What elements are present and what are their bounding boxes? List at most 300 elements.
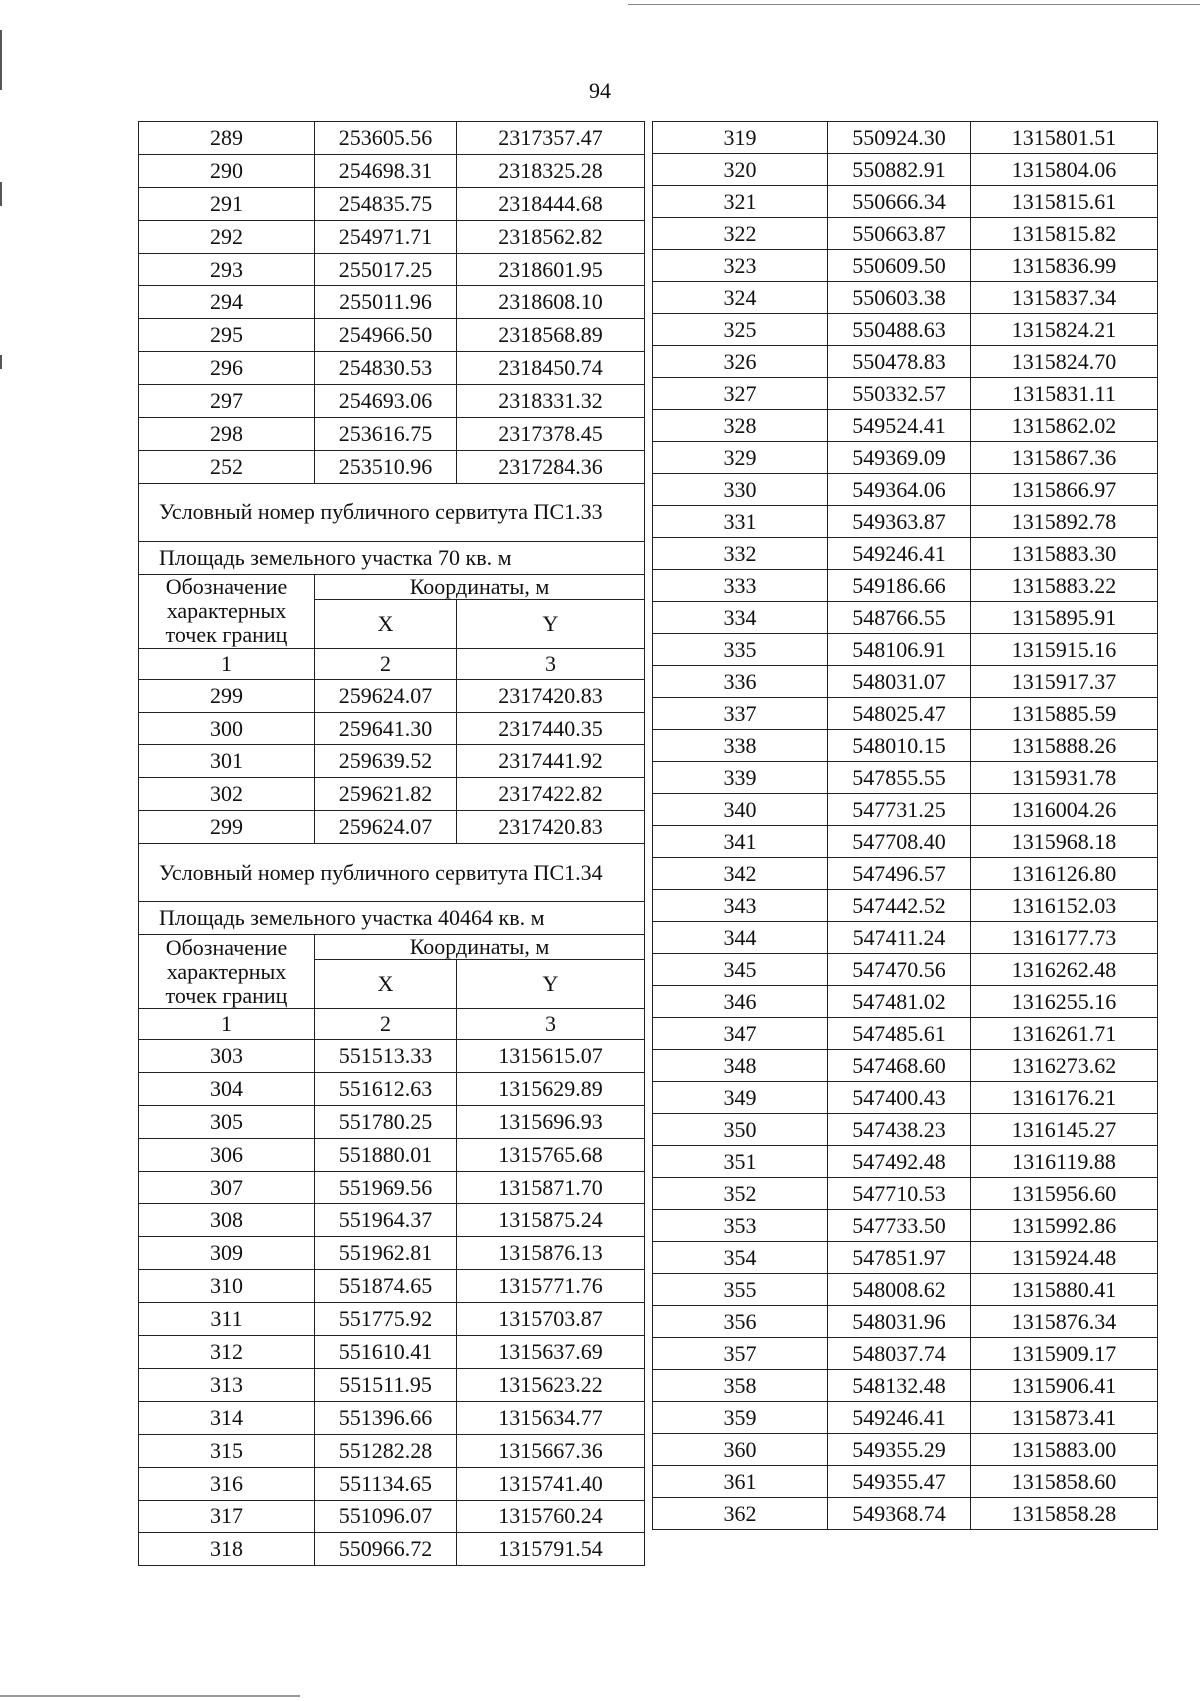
y-coordinate-cell: 2317441.92 [457, 745, 645, 778]
x-coordinate-cell: 551096.07 [315, 1500, 457, 1533]
point-number-cell: 356 [653, 1306, 828, 1338]
x-coordinate-cell: 254693.06 [315, 385, 457, 418]
point-number-cell: 360 [653, 1434, 828, 1466]
y-coordinate-cell: 2318331.32 [457, 385, 645, 418]
x-coordinate-cell: 550603.38 [828, 282, 971, 314]
x-coordinate-cell: 547438.23 [828, 1114, 971, 1146]
point-number-cell: 326 [653, 346, 828, 378]
x-coordinate-cell: 551962.81 [315, 1237, 457, 1270]
servitude-number-label: Условный номер публичного сервитута ПС1.34 [139, 844, 645, 902]
x-coordinate-cell: 551612.63 [315, 1072, 457, 1105]
column-numbers-row [139, 1009, 645, 1040]
y-coordinate-cell: 1315968.18 [971, 826, 1158, 858]
table-row [653, 282, 1158, 314]
point-number-cell: 362 [653, 1498, 828, 1530]
y-coordinate-cell: 1315871.70 [457, 1171, 645, 1204]
table-row [139, 1270, 645, 1303]
x-coordinate-cell: 550609.50 [828, 250, 971, 282]
x-coordinate-cell: 549524.41 [828, 410, 971, 442]
table-row [653, 1178, 1158, 1210]
point-number-cell: 297 [139, 385, 315, 418]
x-coordinate-cell: 547855.55 [828, 762, 971, 794]
y-coordinate-cell: 1315892.78 [971, 506, 1158, 538]
column-numbers-row [139, 648, 645, 679]
y-coordinate-cell: 1315824.21 [971, 314, 1158, 346]
x-coordinate-cell: 549363.87 [828, 506, 971, 538]
y-coordinate-cell: 2318601.95 [457, 253, 645, 286]
y-coordinate-cell: 1315883.22 [971, 570, 1158, 602]
y-coordinate-cell: 2317284.36 [457, 450, 645, 483]
y-coordinate-cell: 1316145.27 [971, 1114, 1158, 1146]
y-coordinate-cell: 1315836.99 [971, 250, 1158, 282]
table-row [653, 698, 1158, 730]
point-number-cell: 252 [139, 450, 315, 483]
table-row [653, 1082, 1158, 1114]
point-number-cell: 334 [653, 602, 828, 634]
x-coordinate-cell: 550663.87 [828, 218, 971, 250]
point-number-cell: 322 [653, 218, 828, 250]
coordinates-header: Координаты, м [315, 574, 645, 599]
point-number-cell: 354 [653, 1242, 828, 1274]
x-coordinate-cell: 548031.07 [828, 666, 971, 698]
point-number-cell: 351 [653, 1146, 828, 1178]
table-row [653, 154, 1158, 186]
y-coordinate-cell: 1315895.91 [971, 602, 1158, 634]
y-coordinate-cell: 1316262.48 [971, 954, 1158, 986]
point-number-cell: 307 [139, 1171, 315, 1204]
point-number-cell: 336 [653, 666, 828, 698]
y-coordinate-cell: 2317422.82 [457, 778, 645, 811]
y-coordinate-cell: 1315924.48 [971, 1242, 1158, 1274]
point-number-cell: 301 [139, 745, 315, 778]
y-coordinate-cell: 1315703.87 [457, 1303, 645, 1336]
y-coordinate-cell: 1316255.16 [971, 986, 1158, 1018]
y-coordinate-cell: 1316177.73 [971, 922, 1158, 954]
y-coordinate-cell: 2317378.45 [457, 418, 645, 451]
y-coordinate-cell: 1315667.36 [457, 1434, 645, 1467]
point-number-cell: 302 [139, 778, 315, 811]
table-row [653, 1498, 1158, 1530]
table-row [139, 778, 645, 811]
x-coordinate-cell: 253510.96 [315, 450, 457, 483]
x-coordinate-cell: 551880.01 [315, 1138, 457, 1171]
table-row [653, 218, 1158, 250]
y-coordinate-cell: 1315815.61 [971, 186, 1158, 218]
table-row [653, 186, 1158, 218]
point-number-cell: 344 [653, 922, 828, 954]
table-row [653, 986, 1158, 1018]
y-coordinate-cell: 1315804.06 [971, 154, 1158, 186]
y-coordinate-cell: 1315888.26 [971, 730, 1158, 762]
table-row [653, 1050, 1158, 1082]
table-header-row [139, 574, 645, 599]
table-row [139, 450, 645, 483]
x-coordinate-cell: 550488.63 [828, 314, 971, 346]
x-coordinate-cell: 551396.66 [315, 1401, 457, 1434]
point-number-cell: 335 [653, 634, 828, 666]
y-coordinate-cell: 1315623.22 [457, 1368, 645, 1401]
point-number-cell: 345 [653, 954, 828, 986]
point-number-cell: 357 [653, 1338, 828, 1370]
point-number-cell: 353 [653, 1210, 828, 1242]
x-coordinate-cell: 551134.65 [315, 1467, 457, 1500]
table-row [139, 1533, 645, 1566]
y-coordinate-cell: 1315875.24 [457, 1204, 645, 1237]
page-number: 94 [589, 78, 611, 103]
x-coordinate-cell: 254966.50 [315, 319, 457, 352]
x-coordinate-cell: 259621.82 [315, 778, 457, 811]
y-coordinate-cell: 1315824.70 [971, 346, 1158, 378]
point-number-cell: 343 [653, 890, 828, 922]
point-number-cell: 305 [139, 1105, 315, 1138]
point-number-cell: 324 [653, 282, 828, 314]
point-number-cell: 299 [139, 679, 315, 712]
point-number-cell: 337 [653, 698, 828, 730]
table-row [653, 762, 1158, 794]
table-row [139, 1105, 645, 1138]
table-row [139, 1040, 645, 1073]
x-coordinate-cell: 254830.53 [315, 352, 457, 385]
y-coordinate-cell: 1315741.40 [457, 1467, 645, 1500]
point-number-cell: 317 [139, 1500, 315, 1533]
scan-edge-line [0, 1695, 300, 1697]
x-coordinate-cell: 547470.56 [828, 954, 971, 986]
y-coordinate-cell: 1315637.69 [457, 1336, 645, 1369]
table-row [653, 890, 1158, 922]
y-coordinate-cell: 1316273.62 [971, 1050, 1158, 1082]
x-coordinate-cell: 549246.41 [828, 538, 971, 570]
table-row [653, 506, 1158, 538]
table-row [139, 418, 645, 451]
section-area-row [139, 541, 645, 574]
x-coordinate-cell: 259641.30 [315, 712, 457, 745]
x-coordinate-cell: 550666.34 [828, 186, 971, 218]
y-coordinate-cell: 1315791.54 [457, 1533, 645, 1566]
column-number-cell: 2 [315, 648, 457, 679]
point-number-cell: 339 [653, 762, 828, 794]
y-coordinate-cell: 1315615.07 [457, 1040, 645, 1073]
point-number-cell: 355 [653, 1274, 828, 1306]
point-number-cell: 340 [653, 794, 828, 826]
table-row [653, 1146, 1158, 1178]
y-coordinate-cell: 1315866.97 [971, 474, 1158, 506]
table-row [653, 1466, 1158, 1498]
table-row [653, 570, 1158, 602]
table-row [139, 745, 645, 778]
point-number-cell: 291 [139, 187, 315, 220]
table-row [653, 1370, 1158, 1402]
y-coordinate-cell: 1315815.82 [971, 218, 1158, 250]
y-coordinate-cell: 2318608.10 [457, 286, 645, 319]
table-row [139, 712, 645, 745]
table-row [139, 253, 645, 286]
table-row [139, 1368, 645, 1401]
point-number-cell: 290 [139, 154, 315, 187]
table-row [139, 1171, 645, 1204]
x-coordinate-cell: 259624.07 [315, 811, 457, 844]
x-coordinate-cell: 548766.55 [828, 602, 971, 634]
table-row [139, 352, 645, 385]
table-row [653, 1274, 1158, 1306]
y-coordinate-cell: 1315634.77 [457, 1401, 645, 1434]
table-row [653, 1434, 1158, 1466]
table-row [139, 1467, 645, 1500]
x-coordinate-cell: 548025.47 [828, 698, 971, 730]
x-coordinate-cell: 547851.97 [828, 1242, 971, 1274]
point-number-cell: 342 [653, 858, 828, 890]
table-row [653, 1242, 1158, 1274]
x-coordinate-cell: 547731.25 [828, 794, 971, 826]
y-coordinate-cell: 1316004.26 [971, 794, 1158, 826]
point-number-cell: 347 [653, 1018, 828, 1050]
point-number-cell: 328 [653, 410, 828, 442]
point-number-cell: 294 [139, 286, 315, 319]
point-number-cell: 341 [653, 826, 828, 858]
y-header: Y [457, 599, 645, 648]
y-coordinate-cell: 1315873.41 [971, 1402, 1158, 1434]
x-coordinate-cell: 548010.15 [828, 730, 971, 762]
x-coordinate-cell: 551511.95 [315, 1368, 457, 1401]
y-coordinate-cell: 1315909.17 [971, 1338, 1158, 1370]
table-row [653, 378, 1158, 410]
x-coordinate-cell: 547708.40 [828, 826, 971, 858]
x-coordinate-cell: 551513.33 [315, 1040, 457, 1073]
table-row [653, 858, 1158, 890]
land-area-label: Площадь земельного участка 70 кв. м [139, 541, 645, 574]
x-header: X [315, 960, 457, 1009]
x-coordinate-cell: 548031.96 [828, 1306, 971, 1338]
point-number-cell: 289 [139, 122, 315, 155]
y-coordinate-cell: 1315760.24 [457, 1500, 645, 1533]
x-coordinate-cell: 551780.25 [315, 1105, 457, 1138]
y-coordinate-cell: 1315880.41 [971, 1274, 1158, 1306]
table-row [653, 538, 1158, 570]
table-row [139, 1072, 645, 1105]
x-coordinate-cell: 550332.57 [828, 378, 971, 410]
table-row [139, 1237, 645, 1270]
x-coordinate-cell: 547411.24 [828, 922, 971, 954]
x-coordinate-cell: 253616.75 [315, 418, 457, 451]
point-number-cell: 316 [139, 1467, 315, 1500]
table-row [139, 122, 645, 155]
table-row [139, 286, 645, 319]
y-coordinate-cell: 2318450.74 [457, 352, 645, 385]
point-number-cell: 300 [139, 712, 315, 745]
y-header: Y [457, 960, 645, 1009]
point-number-cell: 333 [653, 570, 828, 602]
table-row [653, 250, 1158, 282]
designation-header: Обозначение характерных точек границ [139, 935, 315, 1009]
x-coordinate-cell: 259639.52 [315, 745, 457, 778]
x-coordinate-cell: 547485.61 [828, 1018, 971, 1050]
x-coordinate-cell: 549246.41 [828, 1402, 971, 1434]
table-row [653, 602, 1158, 634]
point-number-cell: 359 [653, 1402, 828, 1434]
y-coordinate-cell: 1315906.41 [971, 1370, 1158, 1402]
x-coordinate-cell: 254971.71 [315, 220, 457, 253]
table-row [139, 187, 645, 220]
table-header-row [139, 935, 645, 960]
x-coordinate-cell: 547496.57 [828, 858, 971, 890]
coordinates-table-left [138, 121, 645, 1566]
y-coordinate-cell: 1315917.37 [971, 666, 1158, 698]
table-row [653, 410, 1158, 442]
x-coordinate-cell: 549368.74 [828, 1498, 971, 1530]
x-coordinate-cell: 550966.72 [315, 1533, 457, 1566]
x-coordinate-cell: 549186.66 [828, 570, 971, 602]
point-number-cell: 331 [653, 506, 828, 538]
point-number-cell: 320 [653, 154, 828, 186]
point-number-cell: 299 [139, 811, 315, 844]
y-coordinate-cell: 1315885.59 [971, 698, 1158, 730]
y-coordinate-cell: 1315876.13 [457, 1237, 645, 1270]
y-coordinate-cell: 1315629.89 [457, 1072, 645, 1105]
y-coordinate-cell: 1315992.86 [971, 1210, 1158, 1242]
point-number-cell: 312 [139, 1336, 315, 1369]
point-number-cell: 309 [139, 1237, 315, 1270]
point-number-cell: 306 [139, 1138, 315, 1171]
table-row [139, 811, 645, 844]
y-coordinate-cell: 1315858.28 [971, 1498, 1158, 1530]
point-number-cell: 298 [139, 418, 315, 451]
y-coordinate-cell: 2318325.28 [457, 154, 645, 187]
point-number-cell: 296 [139, 352, 315, 385]
y-coordinate-cell: 1315883.00 [971, 1434, 1158, 1466]
x-coordinate-cell: 547400.43 [828, 1082, 971, 1114]
table-row [653, 474, 1158, 506]
x-coordinate-cell: 253605.56 [315, 122, 457, 155]
column-number-cell: 2 [315, 1009, 457, 1040]
table-row [653, 666, 1158, 698]
table-row [653, 122, 1158, 154]
table-row [653, 794, 1158, 826]
y-coordinate-cell: 1315867.36 [971, 442, 1158, 474]
table-row [139, 1336, 645, 1369]
table-row [139, 1138, 645, 1171]
x-coordinate-cell: 549355.47 [828, 1466, 971, 1498]
table-row [653, 346, 1158, 378]
point-number-cell: 349 [653, 1082, 828, 1114]
y-coordinate-cell: 1315956.60 [971, 1178, 1158, 1210]
x-coordinate-cell: 547710.53 [828, 1178, 971, 1210]
point-number-cell: 321 [653, 186, 828, 218]
point-number-cell: 318 [139, 1533, 315, 1566]
y-coordinate-cell: 1315771.76 [457, 1270, 645, 1303]
x-coordinate-cell: 259624.07 [315, 679, 457, 712]
x-coordinate-cell: 548008.62 [828, 1274, 971, 1306]
y-coordinate-cell: 1315696.93 [457, 1105, 645, 1138]
y-coordinate-cell: 1316176.21 [971, 1082, 1158, 1114]
x-coordinate-cell: 547733.50 [828, 1210, 971, 1242]
x-coordinate-cell: 550924.30 [828, 122, 971, 154]
scan-margin-mark [0, 355, 2, 369]
y-coordinate-cell: 1315883.30 [971, 538, 1158, 570]
table-row [139, 1303, 645, 1336]
point-number-cell: 308 [139, 1204, 315, 1237]
y-coordinate-cell: 1315915.16 [971, 634, 1158, 666]
x-coordinate-cell: 551282.28 [315, 1434, 457, 1467]
scan-edge-line [628, 4, 1200, 5]
coordinates-table-right [652, 121, 1158, 1530]
y-coordinate-cell: 1315765.68 [457, 1138, 645, 1171]
column-number-cell: 3 [457, 1009, 645, 1040]
table-row [653, 954, 1158, 986]
table-row [653, 1210, 1158, 1242]
point-number-cell: 338 [653, 730, 828, 762]
y-coordinate-cell: 1315831.11 [971, 378, 1158, 410]
point-number-cell: 325 [653, 314, 828, 346]
y-coordinate-cell: 1316119.88 [971, 1146, 1158, 1178]
point-number-cell: 348 [653, 1050, 828, 1082]
x-coordinate-cell: 547481.02 [828, 986, 971, 1018]
table-row [139, 319, 645, 352]
point-number-cell: 293 [139, 253, 315, 286]
y-coordinate-cell: 1315862.02 [971, 410, 1158, 442]
x-coordinate-cell: 549355.29 [828, 1434, 971, 1466]
coordinates-header: Координаты, м [315, 935, 645, 960]
y-coordinate-cell: 1316152.03 [971, 890, 1158, 922]
y-coordinate-cell: 1315837.34 [971, 282, 1158, 314]
x-coordinate-cell: 551610.41 [315, 1336, 457, 1369]
table-row [139, 1401, 645, 1434]
point-number-cell: 329 [653, 442, 828, 474]
section-title-row [139, 483, 645, 541]
y-coordinate-cell: 1316126.80 [971, 858, 1158, 890]
y-coordinate-cell: 2317420.83 [457, 811, 645, 844]
point-number-cell: 361 [653, 1466, 828, 1498]
point-number-cell: 346 [653, 986, 828, 1018]
scan-margin-mark [0, 182, 2, 206]
column-number-cell: 3 [457, 648, 645, 679]
table-row [139, 154, 645, 187]
x-coordinate-cell: 548106.91 [828, 634, 971, 666]
y-coordinate-cell: 1316261.71 [971, 1018, 1158, 1050]
table-row [653, 1018, 1158, 1050]
point-number-cell: 358 [653, 1370, 828, 1402]
y-coordinate-cell: 1315931.78 [971, 762, 1158, 794]
table-row [139, 1500, 645, 1533]
point-number-cell: 292 [139, 220, 315, 253]
y-coordinate-cell: 1315858.60 [971, 1466, 1158, 1498]
point-number-cell: 330 [653, 474, 828, 506]
y-coordinate-cell: 1315801.51 [971, 122, 1158, 154]
point-number-cell: 314 [139, 1401, 315, 1434]
x-coordinate-cell: 547492.48 [828, 1146, 971, 1178]
servitude-number-label: Условный номер публичного сервитута ПС1.33 [139, 483, 645, 541]
point-number-cell: 352 [653, 1178, 828, 1210]
point-number-cell: 303 [139, 1040, 315, 1073]
table-row [139, 385, 645, 418]
table-row [139, 679, 645, 712]
point-number-cell: 310 [139, 1270, 315, 1303]
table-row [653, 634, 1158, 666]
table-row [139, 1434, 645, 1467]
y-coordinate-cell: 2317357.47 [457, 122, 645, 155]
table-row [139, 220, 645, 253]
point-number-cell: 295 [139, 319, 315, 352]
x-coordinate-cell: 549364.06 [828, 474, 971, 506]
y-coordinate-cell: 2318568.89 [457, 319, 645, 352]
point-number-cell: 304 [139, 1072, 315, 1105]
x-coordinate-cell: 548037.74 [828, 1338, 971, 1370]
x-coordinate-cell: 550882.91 [828, 154, 971, 186]
table-row [653, 730, 1158, 762]
table-row [653, 826, 1158, 858]
table-row [653, 314, 1158, 346]
y-coordinate-cell: 2317420.83 [457, 679, 645, 712]
x-coordinate-cell: 254835.75 [315, 187, 457, 220]
table-row [653, 442, 1158, 474]
